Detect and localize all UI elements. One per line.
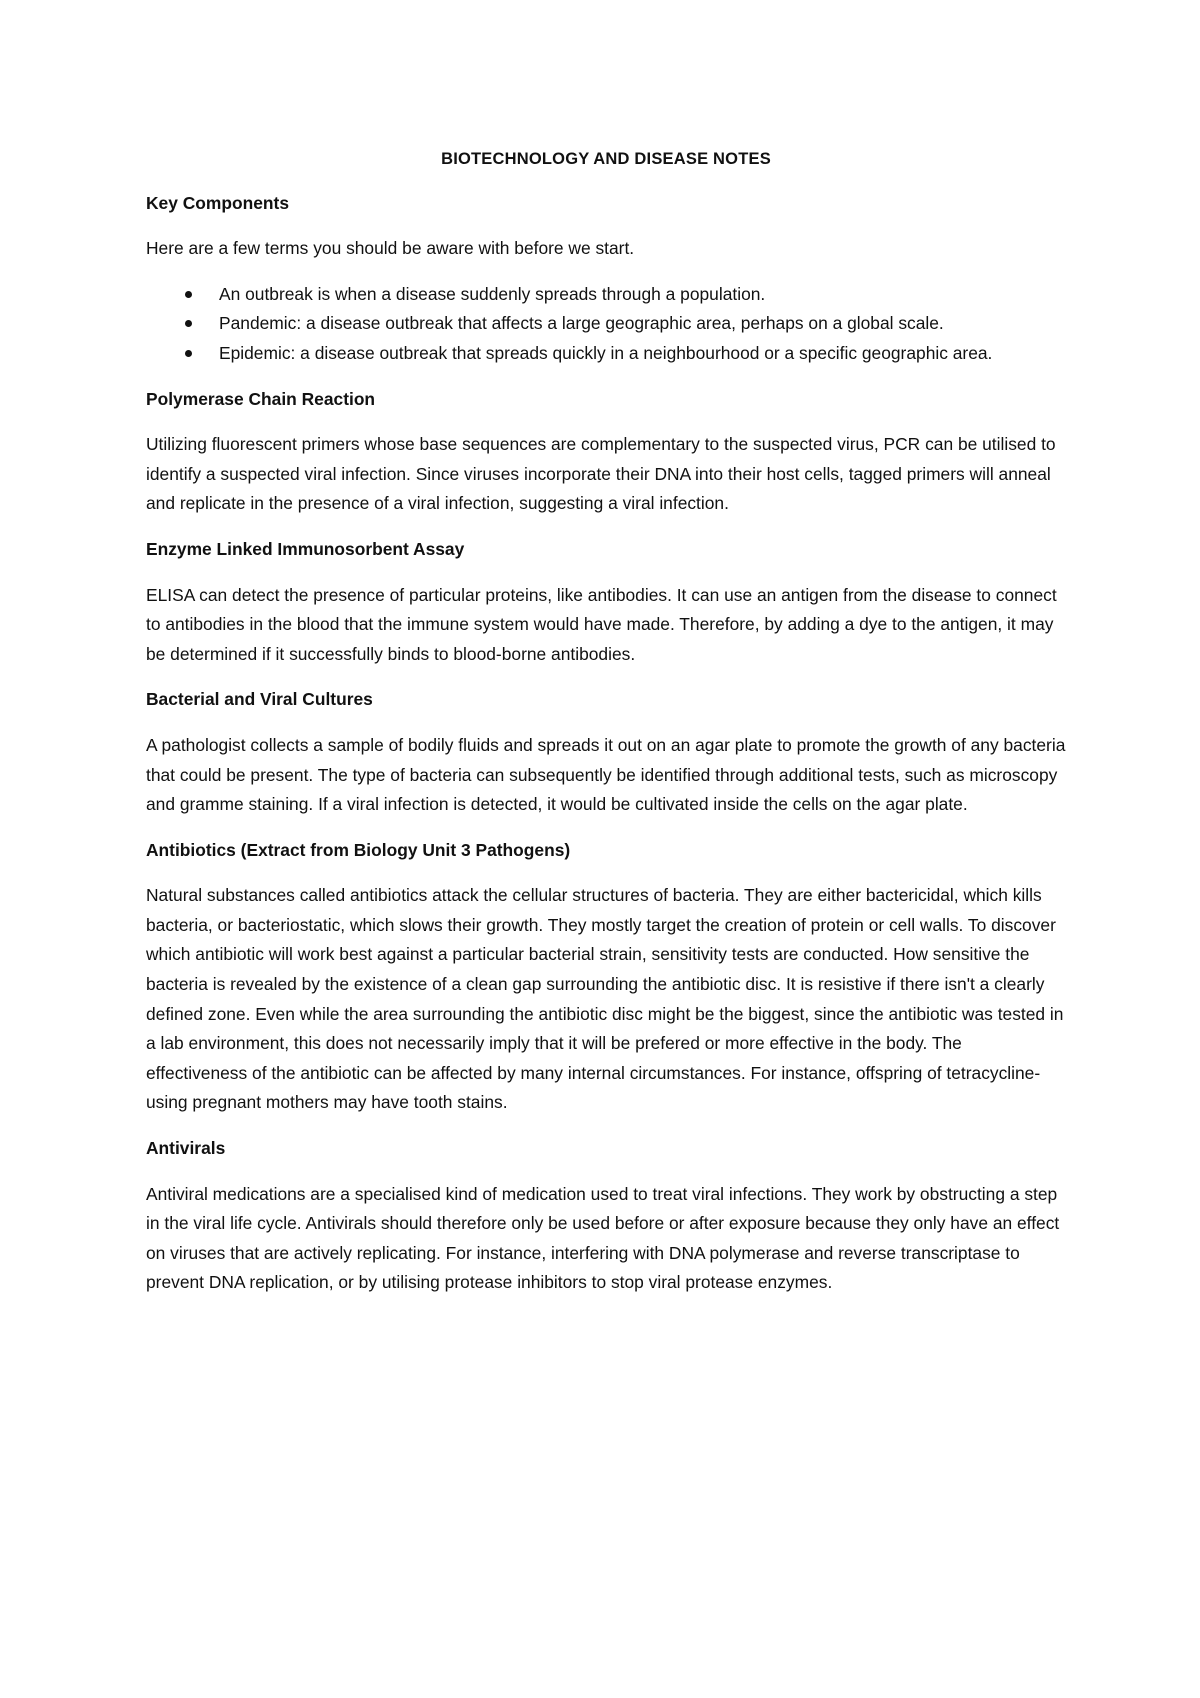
list-item	[219, 339, 1066, 369]
key-components-intro: Here are a few terms you should be aware with before we start.	[146, 238, 635, 259]
pcr-paragraph: Utilizing fluorescent primers whose base sequences are complementary to the suspected virus, PCR can be utilised to identify a suspected viral infection. Since viruses incorporate their DNA into their host cells, tagged primers will anneal and replicate in the presence of a viral infection, suggesting a viral infection.	[146, 434, 1056, 514]
heading-pcr: Polymerase Chain Reaction	[146, 388, 376, 409]
list-item	[219, 280, 1066, 310]
list-item	[219, 309, 1066, 339]
document-title: BIOTECHNOLOGY AND DISEASE NOTES	[441, 150, 771, 168]
list-item-text: An outbreak is when a disease suddenly spreads through a population.	[219, 283, 766, 304]
heading-cultures: Bacterial and Viral Cultures	[146, 689, 373, 710]
bullet-icon	[185, 320, 192, 327]
heading-elisa: Enzyme Linked Immunosorbent Assay	[146, 538, 465, 559]
heading-key-components: Key Components	[146, 192, 290, 213]
key-terms-list	[146, 280, 1066, 369]
bullet-icon	[185, 291, 192, 298]
cultures-paragraph: A pathologist collects a sample of bodily fluids and spreads it out on an agar plate to promote the growth of any bacteria that could be present. The type of bacteria can subsequently be identified through additional tests, such as microscopy and gramme staining. If a viral infection is detected, it would be cultivated inside the cells on the agar plate.	[146, 734, 1066, 815]
document-body	[146, 145, 1066, 1314]
heading-antibiotics: Antibiotics (Extract from Biology Unit 3 Pathogens)	[146, 839, 571, 860]
antivirals-paragraph: Antiviral medications are a specialised kind of medication used to treat viral infections. They work by obstructing a step in the viral life cycle. Antivirals should therefore only be used before or after exposure because they only have an effect on viruses that are actively replicating. For instance, interfering with DNA polymerase and reverse transcriptase to prevent DNA replication, or by utilising protease inhibitors to stop viral protease enzymes.	[146, 1183, 1060, 1293]
heading-antivirals: Antivirals	[146, 1138, 226, 1159]
elisa-paragraph: ELISA can detect the presence of particular proteins, like antibodies. It can use an antigen from the disease to connect to antibodies in the blood that the immune system would have made. Therefore, by adding a dye to the antigen, it may be determined if it successfully binds to blood-borne antibodies.	[146, 584, 1057, 664]
antibiotics-paragraph: Natural substances called antibiotics attack the cellular structures of bacteria. They are either bactericidal, which kills bacteria, or bacteriostatic, which slows their growth. They mostly target the creation of protein or cell walls. To discover which antibiotic will work best against a particular bacterial strain, sensitivity tests are conducted. How sensitive the bacteria is revealed by the existence of a clean gap surrounding the antibiotic disc. It is resistive if there isn't a clearly defined zone. Even while the area surrounding the antibiotic disc might be the biggest, since the antibiotic was tested in a lab environment, this does not necessarily imply that it will be prefered or more effective in the body. The effectiveness of the antibiotic can be affected by many internal circumstances. For instance, offspring of tetracycline-using pregnant mothers may have tooth stains.	[146, 885, 1064, 1113]
list-item-text: Pandemic: a disease outbreak that affects a large geographic area, perhaps on a global scale.	[219, 313, 944, 334]
list-item-text: Epidemic: a disease outbreak that spreads quickly in a neighbourhood or a specific geographic area.	[219, 342, 993, 363]
bullet-icon	[185, 350, 192, 357]
